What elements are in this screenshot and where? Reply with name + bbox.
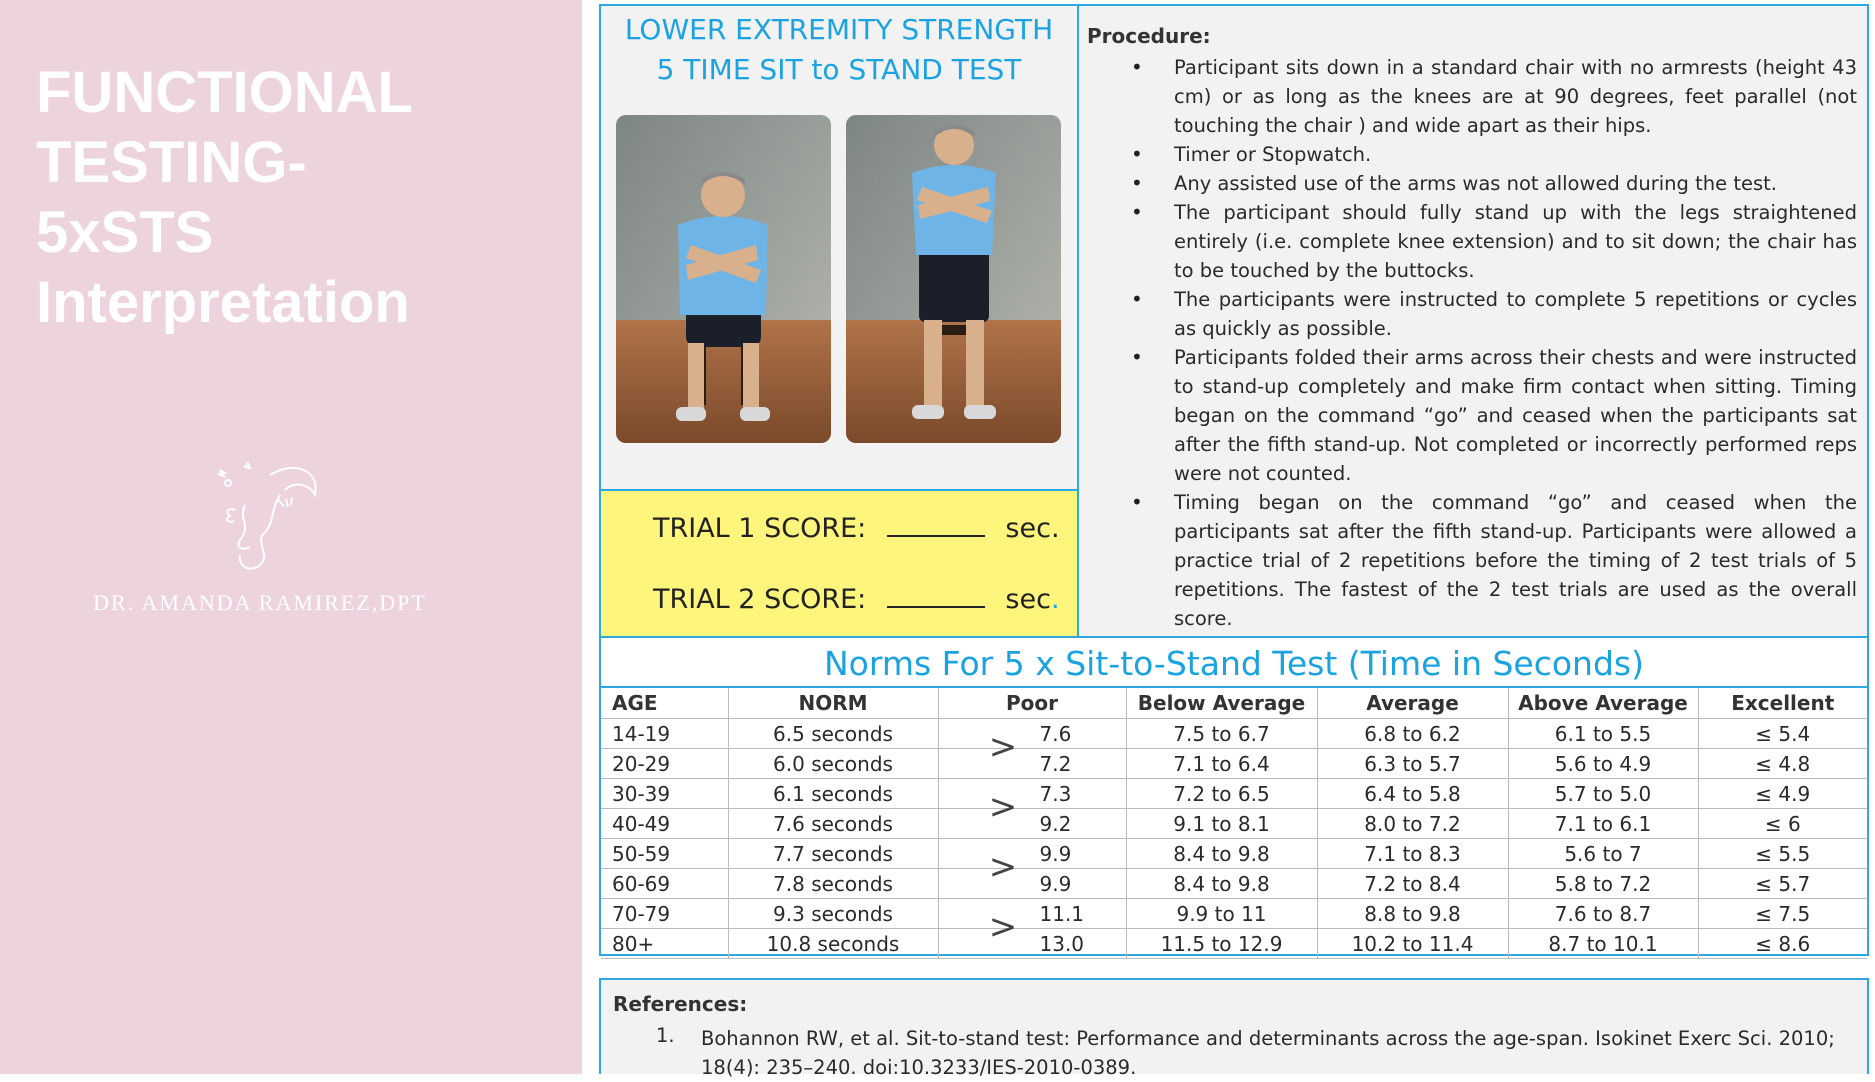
slide-title-line: 5xSTS xyxy=(36,200,214,265)
test-title-line2: 5 TIME SIT to STAND TEST xyxy=(656,53,1022,86)
cell-excellent: ≤ 5.5 xyxy=(1698,839,1867,869)
cell-above-average: 7.1 to 6.1 xyxy=(1508,809,1698,839)
greater-than-marker: > xyxy=(988,787,1018,827)
procedure-item: • Participants folded their arms across their chests and were instructed to stand-up completely and make firm contact when sitting. Timing began on the command “go” and ceased when the participants sat after the fifth stand-up. Not completed or incorrectly performed reps were not counted. xyxy=(1087,343,1857,488)
norms-title: Norms For 5 x Sit-to-Stand Test (Time in Seconds) xyxy=(823,644,1644,683)
logo-text: DR. AMANDA RAMIREZ,DPT xyxy=(93,590,427,615)
cell-norm: 7.6 seconds xyxy=(728,809,938,839)
cell-excellent: ≤ 6 xyxy=(1698,809,1867,839)
trial-1-unit-dot: . xyxy=(1050,513,1060,544)
cell-below-average: 8.4 to 9.8 xyxy=(1126,839,1317,869)
cell-excellent: ≤ 8.6 xyxy=(1698,929,1867,959)
cell-below-average: 7.1 to 6.4 xyxy=(1126,749,1317,779)
column-header-above-average: Above Average xyxy=(1508,687,1698,719)
standing-man-photo xyxy=(846,115,1061,443)
cell-poor: 9.2 xyxy=(938,809,1126,839)
cell-below-average: 7.2 to 6.5 xyxy=(1126,779,1317,809)
norms-section xyxy=(599,638,1869,956)
procedure-heading: Procedure: xyxy=(1087,24,1211,48)
cell-below-average: 7.5 to 6.7 xyxy=(1126,719,1317,749)
cell-age: 60-69 xyxy=(601,869,728,899)
slide-title-line: FUNCTIONAL xyxy=(36,60,413,125)
procedure-item: • The participant should fully stand up with the legs straightened entirely (i.e. complete knee extension) and to sit down; the chair has to be touched by the buttocks. xyxy=(1087,198,1857,285)
test-procedure-box xyxy=(599,4,1869,638)
slide-title-line: TESTING- xyxy=(36,130,307,195)
column-header-below-average: Below Average xyxy=(1126,687,1317,719)
column-header-excellent: Excellent xyxy=(1698,687,1867,719)
face-moon-stars-logo-icon xyxy=(200,455,330,580)
cell-average: 6.8 to 6.2 xyxy=(1317,719,1508,749)
table-row xyxy=(601,719,1867,749)
cell-poor: 7.2 xyxy=(938,749,1126,779)
cell-above-average: 5.8 to 7.2 xyxy=(1508,869,1698,899)
cell-age: 80+ xyxy=(601,929,728,959)
procedure-item: • The participants were instructed to complete 5 repetitions or cycles as quickly as possible. xyxy=(1087,285,1857,343)
cell-poor: 11.1 xyxy=(938,899,1126,929)
handout-document xyxy=(599,0,1875,1079)
cell-norm: 9.3 seconds xyxy=(728,899,938,929)
cell-norm: 10.8 seconds xyxy=(728,929,938,959)
cell-poor: 9.9 xyxy=(938,839,1126,869)
table-row xyxy=(601,929,1867,959)
cell-norm: 6.5 seconds xyxy=(728,719,938,749)
trial-2-label: TRIAL 2 SCORE: xyxy=(653,584,867,615)
cell-age: 20-29 xyxy=(601,749,728,779)
norms-header-row xyxy=(601,687,1867,719)
cell-norm: 6.0 seconds xyxy=(728,749,938,779)
cell-below-average: 8.4 to 9.8 xyxy=(1126,869,1317,899)
trial-2-unit: sec xyxy=(1005,584,1051,615)
trial-2-row xyxy=(653,584,1060,615)
cell-excellent: ≤ 4.8 xyxy=(1698,749,1867,779)
table-row xyxy=(601,779,1867,809)
cell-norm: 7.8 seconds xyxy=(728,869,938,899)
slide-title-line: Interpretation xyxy=(36,270,410,335)
table-row xyxy=(601,839,1867,869)
column-header-age: AGE xyxy=(601,687,728,719)
norms-table xyxy=(601,686,1867,959)
cell-average: 7.1 to 8.3 xyxy=(1317,839,1508,869)
cell-average: 10.2 to 11.4 xyxy=(1317,929,1508,959)
trial-1-row xyxy=(653,513,1060,544)
cell-above-average: 7.6 to 8.7 xyxy=(1508,899,1698,929)
trial-1-blank xyxy=(887,513,985,537)
trial-1-unit: sec xyxy=(1005,513,1051,544)
table-row xyxy=(601,809,1867,839)
procedure-section xyxy=(1087,22,1857,633)
cell-poor: 7.3 xyxy=(938,779,1126,809)
cell-below-average: 9.1 to 8.1 xyxy=(1126,809,1317,839)
cell-below-average: 11.5 to 12.9 xyxy=(1126,929,1317,959)
procedure-item: • Any assisted use of the arms was not allowed during the test. xyxy=(1087,169,1857,198)
reference-number: 1. xyxy=(656,1024,675,1047)
test-panel xyxy=(601,6,1079,636)
cell-average: 6.3 to 5.7 xyxy=(1317,749,1508,779)
seated-man-photo xyxy=(616,115,831,443)
cell-age: 50-59 xyxy=(601,839,728,869)
references-section xyxy=(599,978,1869,1079)
cell-average: 8.8 to 9.8 xyxy=(1317,899,1508,929)
references-heading: References: xyxy=(613,992,748,1016)
trial-score-box xyxy=(601,489,1077,636)
cell-above-average: 8.7 to 10.1 xyxy=(1508,929,1698,959)
cell-above-average: 5.6 to 4.9 xyxy=(1508,749,1698,779)
column-header-norm: NORM xyxy=(728,687,938,719)
greater-than-marker: > xyxy=(988,907,1018,947)
trial-1-label: TRIAL 1 SCORE: xyxy=(653,513,867,544)
cell-above-average: 5.7 to 5.0 xyxy=(1508,779,1698,809)
cell-poor: 9.9 xyxy=(938,869,1126,899)
cell-norm: 7.7 seconds xyxy=(728,839,938,869)
cell-below-average: 9.9 to 11 xyxy=(1126,899,1317,929)
reference-text: Bohannon RW, et al. Sit-to-stand test: Performance and determinants across the age-span. Isokinet Exerc Sci. 2010; 18(4): 235–240. doi:10.3233/IES-2010-0389. xyxy=(701,1027,1835,1079)
table-row xyxy=(601,899,1867,929)
title-panel xyxy=(0,0,582,1074)
trial-2-blank xyxy=(887,584,985,608)
cell-poor: 7.6 xyxy=(938,719,1126,749)
cell-excellent: ≤ 7.5 xyxy=(1698,899,1867,929)
slide-title xyxy=(36,58,556,338)
cell-average: 7.2 to 8.4 xyxy=(1317,869,1508,899)
greater-than-marker: > xyxy=(988,727,1018,767)
cell-age: 30-39 xyxy=(601,779,728,809)
cell-average: 6.4 to 5.8 xyxy=(1317,779,1508,809)
cell-average: 8.0 to 7.2 xyxy=(1317,809,1508,839)
cell-excellent: ≤ 5.7 xyxy=(1698,869,1867,899)
column-header-poor: Poor xyxy=(938,687,1126,719)
cell-age: 70-79 xyxy=(601,899,728,929)
cell-age: 14-19 xyxy=(601,719,728,749)
trial-2-unit-dot: . xyxy=(1050,584,1060,615)
procedure-item: • Timer or Stopwatch. xyxy=(1087,140,1857,169)
cell-poor: 13.0 xyxy=(938,929,1126,959)
table-row xyxy=(601,869,1867,899)
procedure-item: • Timing began on the command “go” and ceased when the participants sat after the fifth stand-up. Participants were allowed a practice trial of 2 repetitions before the timing of 2 test trials of 5 repetitions. The fastest of the 2 test trials are used as the overall score. xyxy=(1087,488,1857,633)
procedure-item: • Participant sits down in a standard chair with no armrests (height 43 cm) or as long as the knees are at 90 degrees, feet parallel (not touching the chair ) and wide apart as their hips. xyxy=(1087,53,1857,140)
cell-above-average: 5.6 to 7 xyxy=(1508,839,1698,869)
cell-above-average: 6.1 to 5.5 xyxy=(1508,719,1698,749)
cell-age: 40-49 xyxy=(601,809,728,839)
cell-norm: 6.1 seconds xyxy=(728,779,938,809)
test-title-line1: LOWER EXTREMITY STRENGTH xyxy=(624,13,1054,46)
table-row xyxy=(601,749,1867,779)
column-header-average: Average xyxy=(1317,687,1508,719)
test-title xyxy=(601,10,1077,90)
cell-excellent: ≤ 5.4 xyxy=(1698,719,1867,749)
greater-than-marker: > xyxy=(988,847,1018,887)
procedure-list xyxy=(1087,53,1857,633)
cell-excellent: ≤ 4.9 xyxy=(1698,779,1867,809)
